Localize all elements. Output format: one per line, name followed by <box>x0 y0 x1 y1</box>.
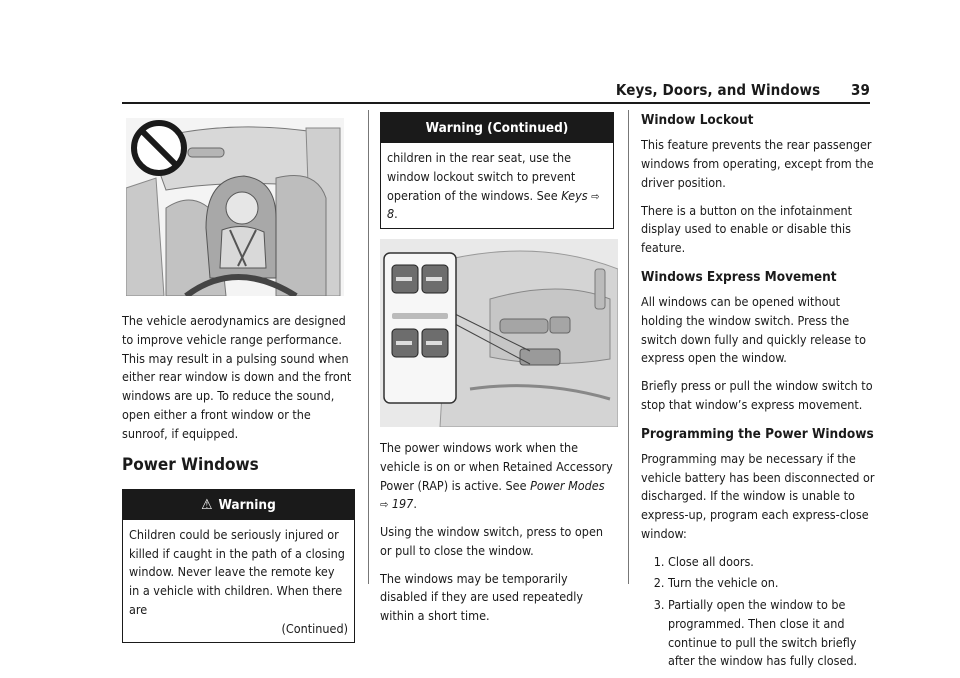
warning-continued-end: . <box>394 206 398 222</box>
warning-triangle-icon: ⚠ <box>201 496 213 513</box>
warning-body <box>123 520 354 643</box>
programming-steps <box>641 553 877 672</box>
warning-text: Children could be seriously injured or killed if caught in the path of a closing window. Never leave the remote key in a vehicle with children. When there are <box>129 526 345 617</box>
list-item: 3. Partially open the window to be programmed. Then close it and continue to pull the switch briefly after the window has fully closed. <box>668 596 877 671</box>
header-rule <box>122 102 870 104</box>
warning-continued-box <box>380 112 614 229</box>
express-movement-heading: Windows Express Movement <box>641 268 837 285</box>
window-lockout-heading: Window Lockout <box>641 112 754 128</box>
column-1 <box>122 110 355 653</box>
aerodynamics-paragraph: The vehicle aerodynamics are designed to improve vehicle range performance. This may result in a pulsing sound when either rear window is down and the front windows are up. To reduce the sound, open either a front window or the sunroof, if equipped. <box>122 313 352 441</box>
column-2 <box>380 110 614 635</box>
power-modes-link-label: Power Modes <box>530 477 605 493</box>
express-paragraph-2: Briefly press or pull the window switch to stop that window’s express movement. <box>641 378 873 412</box>
p1-text: The power windows work when the vehicle is on or when Retained Accessory Power (RAP) is active. See <box>380 440 613 493</box>
column-divider-2 <box>628 110 629 584</box>
list-item: 1. Close all doors. <box>668 553 877 572</box>
warning-continued-label: (Continued) <box>281 620 348 636</box>
lockout-paragraph-1: This feature prevents the rear passenger windows from operating, except from the driver position. <box>641 137 874 190</box>
keys-link-label: Keys <box>561 187 588 203</box>
page-number: 39 <box>851 81 870 99</box>
power-modes-link-page: 197 <box>391 496 414 512</box>
column-divider-1 <box>368 110 369 584</box>
programming-paragraph: Programming may be necessary if the vehicle battery has been disconnected or discharged. If the window is unable to express-up, program each express-close window: <box>641 450 875 541</box>
warning-continued-body <box>381 143 613 228</box>
p1-end: . <box>413 496 417 512</box>
section-title: Keys, Doors, and Windows <box>615 81 821 99</box>
express-paragraph-1: All windows can be opened without holding the window switch. Press the switch down fully and quickly release to express open the window. <box>641 294 866 366</box>
window-switch-illustration <box>380 239 618 427</box>
warning-continued-text: children in the rear seat, use the window lockout switch to prevent operation of the windows. See <box>387 150 576 203</box>
temporarily-disabled-paragraph: The windows may be temporarily disabled if they are used repeatedly within a short time. <box>380 570 584 623</box>
running-head <box>122 79 870 103</box>
keys-link-page: 8 <box>387 206 395 222</box>
page-ref-icon: ⇨ <box>380 498 389 512</box>
page-ref-icon: ⇨ <box>591 189 600 203</box>
window-switch-paragraph: Using the window switch, press to open or pull to close the window. <box>380 524 603 558</box>
programming-heading: Programming the Power Windows <box>641 425 874 442</box>
warning-title: Warning <box>218 496 276 513</box>
warning-header <box>123 490 354 520</box>
warning-box <box>122 489 355 644</box>
column-3 <box>641 110 877 674</box>
list-item: 2. Turn the vehicle on. <box>668 574 877 593</box>
power-windows-heading: Power Windows <box>122 455 259 476</box>
power-windows-operation-paragraph <box>380 439 614 514</box>
lockout-paragraph-2: There is a button on the infotainment display used to enable or disable this feature. <box>641 202 853 255</box>
warning-continued-header: Warning (Continued) <box>381 113 613 143</box>
child-seat-illustration <box>126 118 344 296</box>
